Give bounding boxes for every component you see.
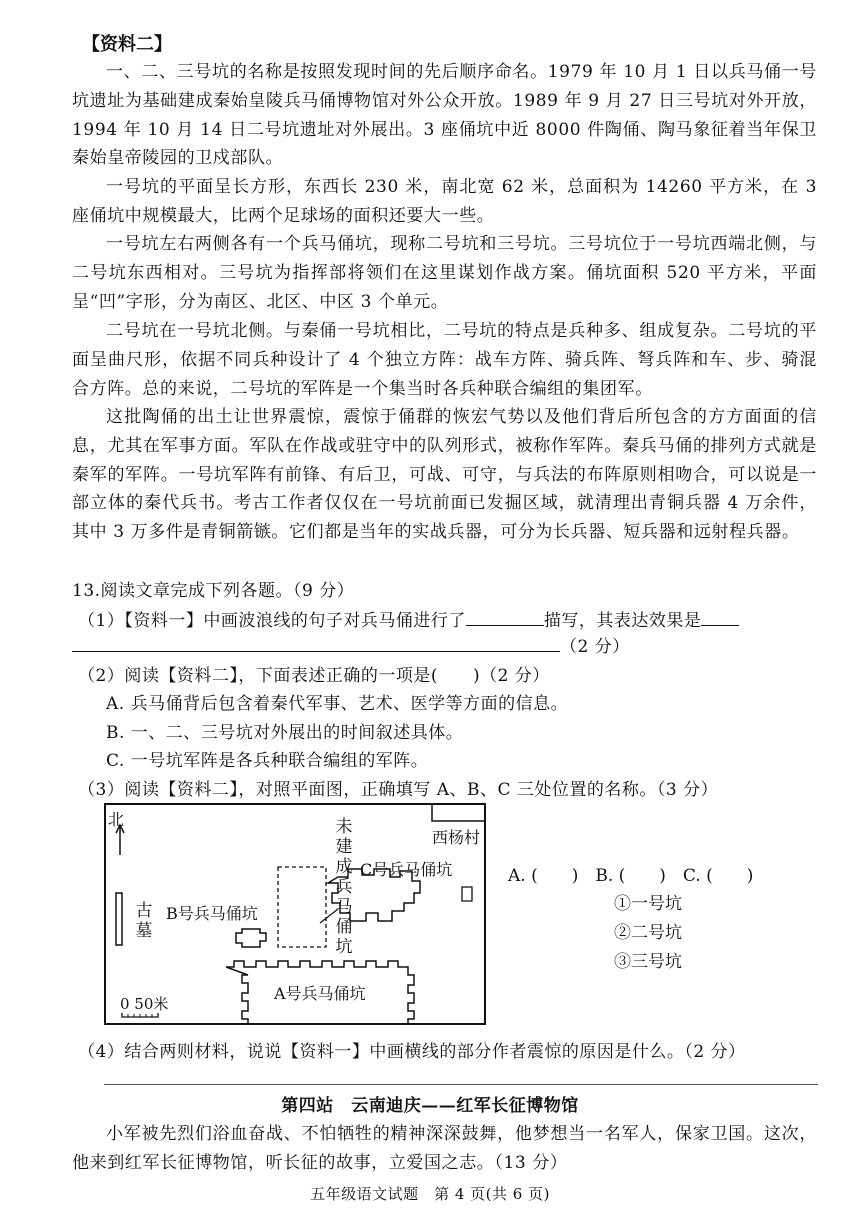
question-13-1 [78,606,739,631]
q3-answer-blanks[interactable]: A. ( ) B. ( ) C. ( ) [508,866,754,886]
map-village-label: 西杨村 [432,828,481,847]
q3-choice-2: ②二号坑 [614,923,682,943]
map-unbuilt-char-1: 未 [335,817,353,837]
station-four-intro: 小军被先烈们浴血奋战、不怕牺牲的精神深深鼓舞，他梦想当一名军人，保家卫国。这次，他来到红军长征博物馆，听长征的故事，立爱国之志。（13 分） [72,1124,817,1173]
map-unbuilt-char-6: 俑 [335,917,353,937]
map-unbuilt-char-3: 成 [335,857,353,877]
question-13-2: （2）阅读【资料二】，下面表述正确的一项是( )（2 分） [78,666,550,686]
question-13-4: （4）结合两则材料，说说【资料一】中画横线的部分作者震惊的原因是什么。（2 分） [78,1042,746,1062]
map-pit-a-label: A号兵马俑坑 [274,984,366,1003]
station-four-title: 第四站 云南迪庆——红军长征博物馆 [281,1096,579,1116]
q1-blank-1[interactable] [466,607,544,626]
map-unbuilt-char-5: 马 [335,897,353,917]
q1-blank-3[interactable] [72,633,560,652]
map-pit-b-label: B号兵马俑坑 [166,904,258,923]
terracotta-pit-map [104,803,486,1025]
material-paragraph-2: 一号坑的平面呈长方形，东西长 230 米，南北宽 62 米，总面积为 14260 平方米，在 3 座俑坑中规模最大，比两个足球场的面积还要大一些。 [72,177,817,226]
q3-choice-1: ①一号坑 [614,894,682,914]
map-scale-label: 0 50米 [120,995,169,1013]
map-unbuilt-char-2: 建 [335,837,353,857]
question-13-title: 13.阅读文章完成下列各题。（9 分） [72,581,355,601]
page-footer: 五年级语文试题 第 4 页(共 6 页) [310,1185,550,1203]
q2-option-b: B. 一、二、三号坑对外展出的时间叙述具体。 [106,723,464,743]
map-unbuilt-char-4: 兵 [335,877,353,897]
q2-option-a: A. 兵马俑背后包含着秦代军事、艺术、医学等方面的信息。 [106,694,569,714]
q2-option-c: C. 一号坑军阵是各兵种联合编组的军阵。 [106,751,429,771]
material-two-heading: 【资料二】 [82,34,172,55]
question-13-3: （3）阅读【资料二】，对照平面图，正确填写 A、B、C 三处位置的名称。（3 分） [78,780,719,800]
q1-prefix: （1）【资料一】中画波浪线的句子对兵马俑进行了 [78,611,466,631]
q1-middle: 描写，其表达效果是 [543,611,702,631]
material-paragraph-1: 一、二、三号坑的名称是按照发现时间的先后顺序命名。1979 年 10 月 1 日以兵马俑一号坑遗址为基础建成秦始皇陵兵马俑博物馆对外公众开放。1989 年 9 月 27 日三号坑对外开放，1994 年 10 月 14 日二号坑遗址对外展出。3 座俑坑中近 8000 件陶俑、陶马象征着当年保卫秦始皇帝陵园的卫戍部队。 [72,62,817,169]
q1-points: （2 分） [560,637,630,657]
map-tomb-label [134,901,154,941]
section-divider [104,1084,818,1085]
map-tomb-char-1: 古 [135,901,153,921]
material-paragraph-4: 二号坑在一号坑北侧。与秦俑一号坑相比，二号坑的特点是兵种多、组成复杂。二号坑的平面呈曲尺形，依据不同兵种设计了 4 个独立方阵：战车方阵、骑兵阵、弩兵阵和车、步、骑混合方阵。总的来说，二号坑的军阵是一个集当时各兵种联合编组的集团军。 [72,321,817,399]
map-tomb-char-2: 墓 [135,921,153,941]
map-unbuilt-pit-label [334,817,354,957]
material-paragraph-3: 一号坑左右两侧各有一个兵马俑坑，现称二号坑和三号坑。三号坑位于一号坑西端北侧，与二号坑东西相对。三号坑为指挥部将领们在这里谋划作战方案。俑坑面积 520 平方米，平面呈“凹”字形，分为南区、北区、中区 3 个单元。 [72,234,817,312]
question-13-1-cont [72,632,630,657]
q3-choice-3: ③三号坑 [614,952,682,972]
map-pit-c-label: C号兵马俑坑 [360,860,453,879]
material-paragraph-5: 这批陶俑的出土让世界震惊，震惊于俑群的恢宏气势以及他们背后所包含的方方面面的信息，尤其在军事方面。军队在作战或驻守中的队列形式，被称作军阵。秦兵马俑的排列方式就是秦军的军阵。一号坑军阵有前锋、有后卫，可战、可守，与兵法的布阵原则相吻合，可以说是一部立体的秦代兵书。考古工作者仅仅在一号坑前面已发掘区域，就清理出青铜兵器 4 万余件，其中 3 万多件是青铜箭镞。它们都是当年的实战兵器，可分为长兵器、短兵器和远射程兵器。 [72,407,817,543]
map-north-label: 北 [108,810,125,829]
q1-blank-2[interactable] [701,607,739,626]
map-unbuilt-char-7: 坑 [335,937,353,957]
